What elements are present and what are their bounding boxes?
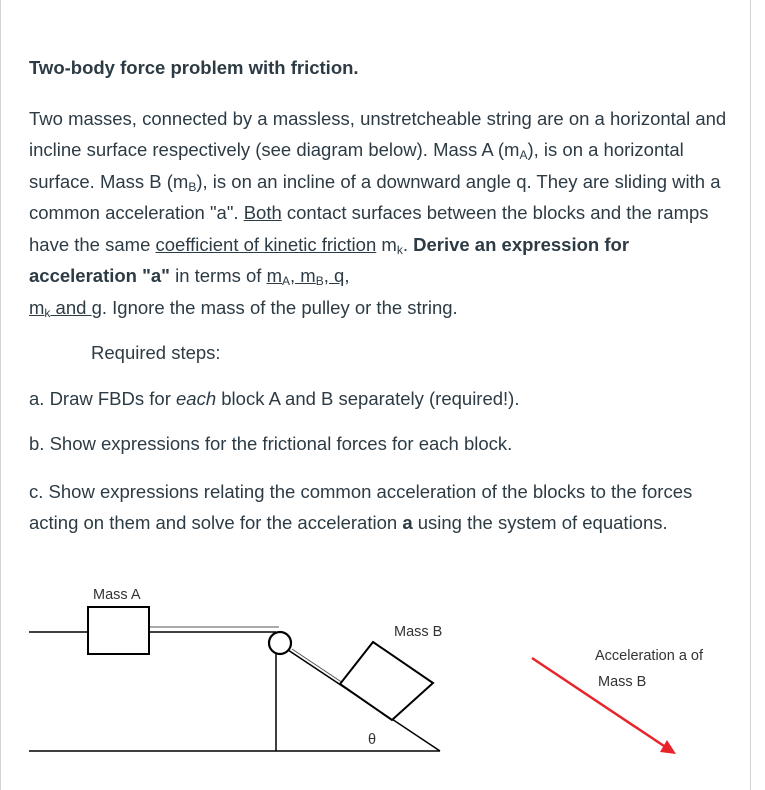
mass-a-block: [88, 607, 149, 654]
physics-diagram: [0, 570, 751, 790]
mass-a-label: Mass A: [93, 587, 141, 603]
both-underlined: Both: [243, 202, 282, 223]
mass-b-block: [340, 642, 433, 720]
step-a: a. Draw FBDs for each block A and B separately (required!).: [29, 387, 520, 409]
mass-b-label: Mass B: [394, 624, 443, 640]
acceleration-arrow-shaft: [532, 658, 670, 750]
step-b: b. Show expressions for the frictional forces for each block.: [29, 433, 513, 454]
step-c: c. Show expressions relating the common acceleration of the blocks to the forces acting on them and solve for the acceleration a using the system of equations.: [29, 480, 693, 533]
acceleration-label-line2: Mass B: [598, 674, 647, 690]
derive-instruction: Derive an expression for acceleration "a": [29, 233, 630, 286]
acceleration-label-line1: Acceleration a of: [595, 648, 704, 664]
pulley-icon: [269, 632, 291, 654]
acceleration-arrow-icon: [660, 740, 676, 754]
required-steps-heading: Required steps:: [91, 342, 221, 363]
problem-statement: Two masses, connected by a massless, unstretcheable string are on a horizontal and incline surface respectively (see diagram below). Mass A $(m_A)$, is on a horizontal surface. Mass B $(m_B)$, is on an incline of a downward angle q. They are sliding with a common acceleration "a". Both contact surfaces between the blocks and the ramps have the same coefficient of kinetic friction $m_k$. Derive an expression for acceleration "a" in terms of $m_A$, $m_B$, q, $m_k$ and g. Ignore the mass of the pulley or the string.: [29, 107, 727, 320]
problem-title: Two-body force problem with friction.: [29, 57, 359, 78]
problem-content: [29, 52, 729, 539]
variables-list: $m_A$, $m_B$, q, $m_k$ and: [29, 265, 350, 320]
coefficient-link: coefficient of kinetic friction: [155, 233, 377, 255]
theta-label: θ: [368, 732, 377, 748]
